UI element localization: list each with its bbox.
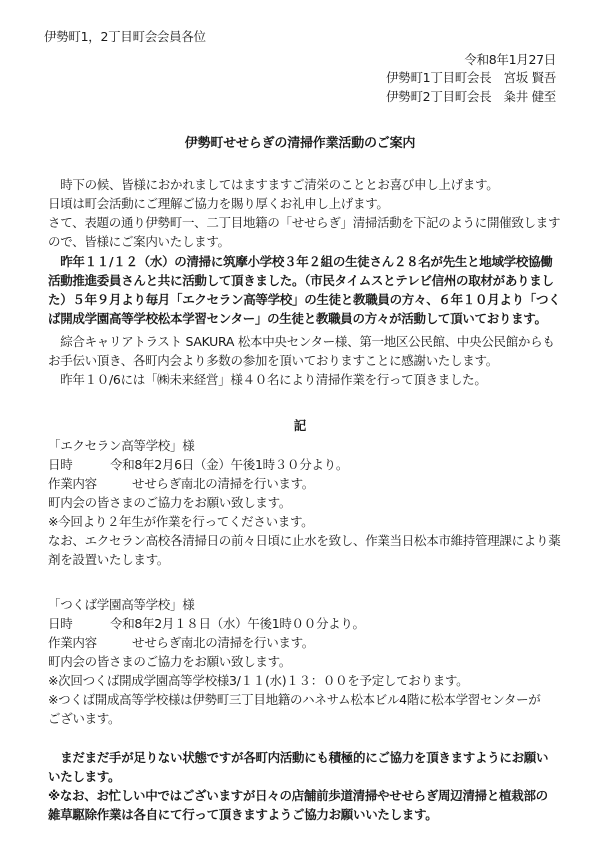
document-title: 伊勢町せせらぎの清掃作業活動のご案内 xyxy=(184,136,416,151)
greeting-line: 時下の候、皆様におかれましてはますますご清栄のこととお喜び申し上げます。 xyxy=(48,177,499,192)
last-year-line: 昨年１０/6には「㈱未来経営」様４０名により清掃作業を行って頂きました。 xyxy=(48,372,487,387)
report-line-4: ば開成学園高等学校松本学習センター」の生徒と教職員の方々が活動して頂いております。 xyxy=(48,311,547,326)
schedule-work-value: せせらぎ南北の清掃を行います。 xyxy=(132,476,315,491)
report-line-2: 活動推進委員さんと共に活動して頂きました。（市民タイムスとテレビ信州の取材がありまし xyxy=(48,273,554,288)
schedule-datetime-value: 令和8年2月6日（金）午後1時３０分より。 xyxy=(110,457,349,472)
schedule-note: ※次回つくば開成学園高等学校様3/１１(水)１３：００を予定しております。 xyxy=(48,673,469,688)
document-date: 令和8年1月27日 xyxy=(464,52,556,67)
intro-line-1: さて、表題の通り伊勢町一、二丁目地籍の「せせらぎ」清掃活動を下記のように開催致します xyxy=(48,215,561,230)
schedule-request: 町内会の皆さまのご協力をお願い致します。 xyxy=(48,654,292,669)
schedule-datetime-label: 日時 xyxy=(48,616,73,631)
schedule-note: なお、エクセラン高校各清掃日の前々日頃に止水を致し、作業当日松本市維持管理課により薬 xyxy=(48,533,561,548)
schedule-school: 「エクセラン高等学校」様 xyxy=(48,438,195,453)
report-line-3: た）５年９月より毎月「エクセラン高等学校」の生徒と教職員の方々、６年１０月より「つく xyxy=(48,292,561,307)
schedule-note: ございます。 xyxy=(48,711,121,726)
ki-heading: 記 xyxy=(293,418,307,433)
schedule-work-label: 作業内容 xyxy=(48,476,97,491)
schedule-datetime-value: 令和8年2月１８日（水）午後1時００分より。 xyxy=(110,616,365,631)
schedule-work-value: せせらぎ南北の清掃を行います。 xyxy=(132,635,315,650)
thanks-line: 日頃は町会活動にご理解ご協力を賜り厚くお礼申し上げます。 xyxy=(48,196,389,211)
sender-1: 伊勢町1丁目町会長 宮坂 賢吾 xyxy=(386,70,556,85)
schedule-school: 「つくば学園高等学校」様 xyxy=(48,597,195,612)
schedule-note: ※今回より２年生が作業を行ってくださいます。 xyxy=(48,514,314,529)
thanks-org-line-1: 綜合キャリアトラスト SAKURA 松本中央センター様、第一地区公民館、中央公民館からも xyxy=(48,334,555,349)
closing-line-1: まだまだ手が足りない状態ですが各町内活動にも積極的にご協力を頂きますようにお願い xyxy=(48,750,549,765)
schedule-datetime-label: 日時 xyxy=(48,457,73,472)
schedule-note: 剤を設置いたします。 xyxy=(48,552,170,567)
thanks-org-line-2: お手伝い頂き、各町内会より多数の参加を頂いておりますことに感謝いたします。 xyxy=(48,353,498,368)
schedule-request: 町内会の皆さまのご協力をお願い致します。 xyxy=(48,495,292,510)
sender-2: 伊勢町2丁目町会長 粂井 健至 xyxy=(386,89,556,104)
report-line-1: 昨年１１/１２（水）の清掃に筑摩小学校３年２組の生徒さん２８名が先生と地域学校協働 xyxy=(48,254,553,269)
closing-note-1: ※なお、お忙しい中ではございますが日々の店舗前歩道清掃やせせらぎ周辺清掃と植栽部の xyxy=(48,788,548,803)
schedule-work-label: 作業内容 xyxy=(48,635,97,650)
schedule-note: ※つくば開成高等学校様は伊勢町三丁目地籍のハネサム松本ビル4階に松本学習センターが xyxy=(48,692,541,707)
addressee: 伊勢町1，2丁目町会会員各位 xyxy=(44,29,206,44)
closing-note-2: 雑草駆除作業は各自にて行って頂きますようご協力お願いいたします。 xyxy=(48,807,438,822)
closing-line-2: いたします。 xyxy=(48,769,121,784)
intro-line-2: ので、皆様にご案内いたします。 xyxy=(48,234,230,249)
